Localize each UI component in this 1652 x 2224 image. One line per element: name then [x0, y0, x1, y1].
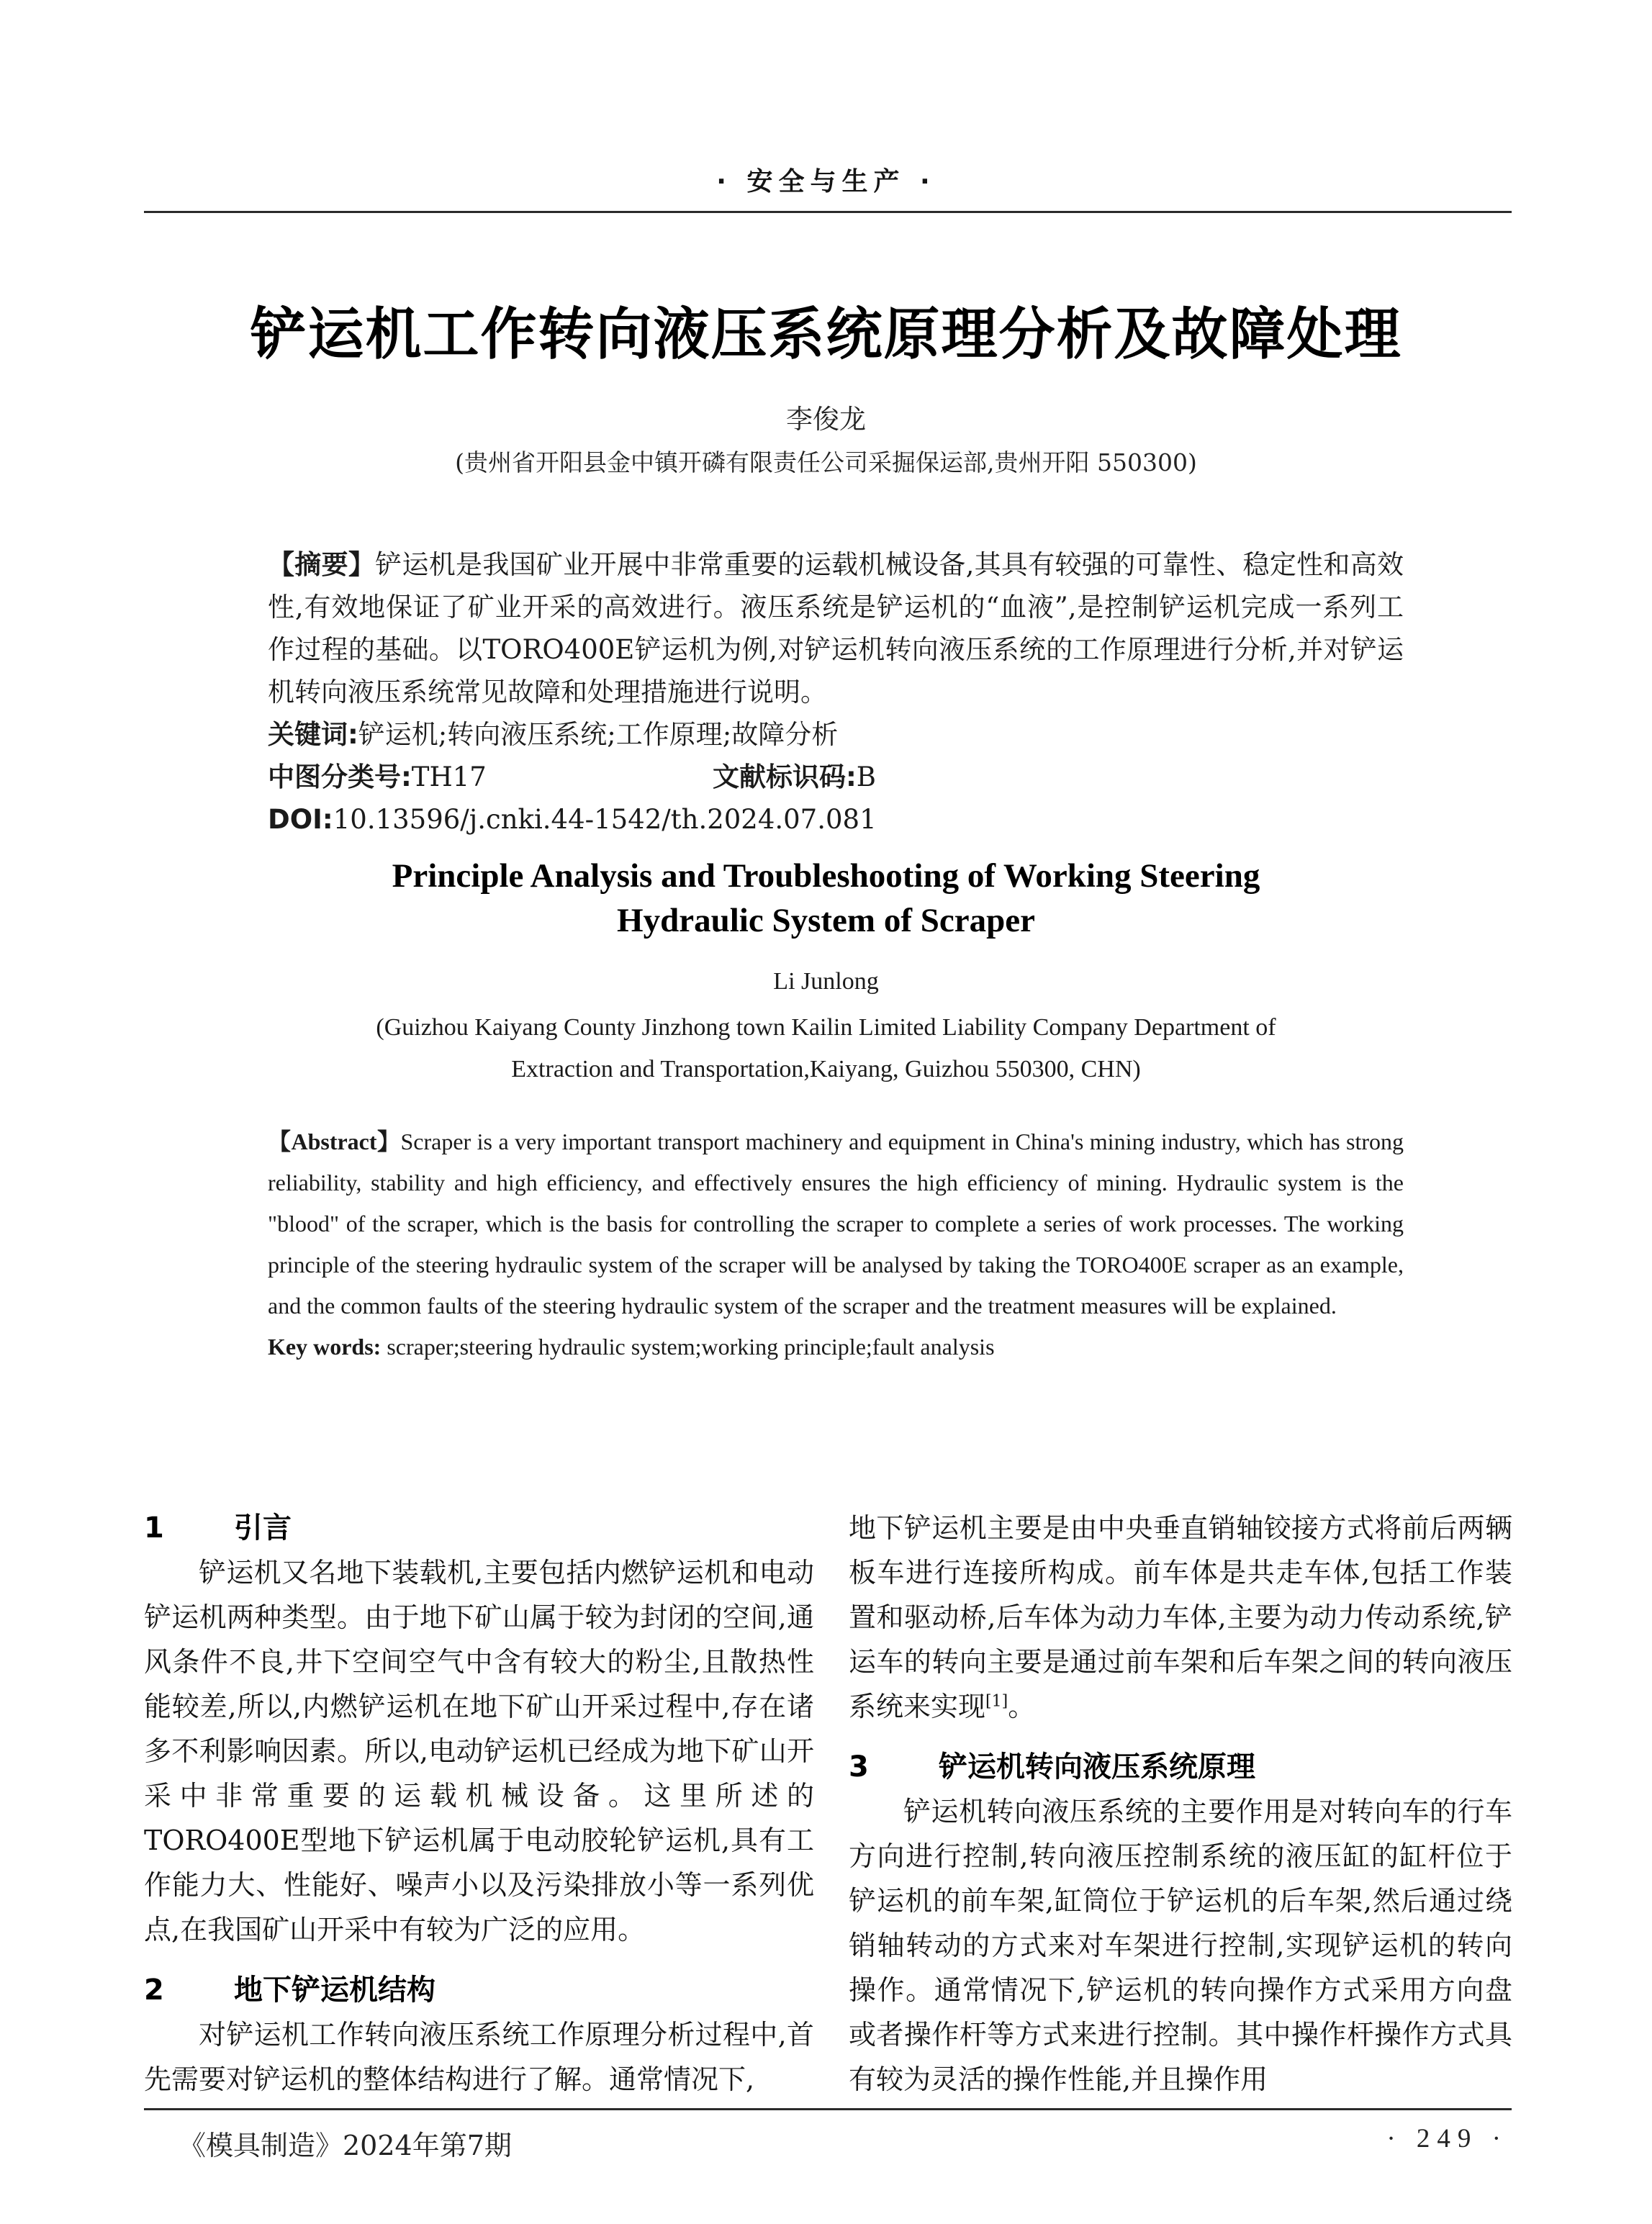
abstract-text-en: Scraper is a very important transport machinery and equipment in China's mining industry, which has strong reliability, stability and high efficiency, and effectively ensures the high efficiency of mining. Hydraulic system is the "blood" of the scraper, which is the basis for controlling the scraper to complete a series of work processes. The working principle of the steering hydraulic system of the scraper will be analysed by taking the TORO400E scraper as an example, and the common faults of the steering hydraulic system of the scraper and the treatment measures will be explained.: [268, 1129, 1404, 1319]
section-2-continuation: [849, 1506, 1512, 1729]
keywords-label-en: Key words:: [268, 1334, 382, 1360]
keywords-text-zh: 铲运机;转向液压系统;工作原理;故障分析: [358, 719, 839, 750]
affiliation-en-line2: Extraction and Transportation,Kaiyang, Guizhou 550300, CHN): [511, 1056, 1141, 1082]
article-title-en-line2: Hydraulic System of Scraper: [617, 902, 1035, 939]
classification-line: [268, 756, 1404, 798]
affiliation-zh: (贵州省开阳县金中镇开磷有限责任公司采掘保运部,贵州开阳 550300): [455, 448, 1197, 476]
section-number-3: 3: [849, 1750, 869, 1784]
abstract-text-zh: 铲运机是我国矿业开展中非常重要的运载机械设备,其具有较强的可靠性、稳定性和高效性,有效地保证了矿业开采的高效进行。液压系统是铲运机的“血液”,是控制铲运机完成一系列工作过程的基础。以TORO400E铲运机为例,对铲运机转向液压系统的工作原理进行分析,并对铲运机转向液压系统常见故障和处理措施进行说明。: [268, 549, 1404, 708]
front-matter-en: [268, 1121, 1404, 1368]
running-head: · 安全与生产 ·: [716, 167, 936, 196]
section-title-1: 引言: [234, 1511, 292, 1545]
keywords-line-en: [268, 1326, 1404, 1368]
doi-value: 10.13596/j.cnki.44-1542/th.2024.07.081: [333, 804, 877, 835]
abstract-en: [268, 1121, 1404, 1326]
article-title-zh: 铲运机工作转向液压系统原理分析及故障处理: [250, 302, 1402, 367]
section-heading-1: [144, 1506, 814, 1550]
section-heading-3: [849, 1745, 1512, 1789]
section-number-1: 1: [144, 1511, 164, 1545]
section-number-2: 2: [144, 1974, 164, 2007]
section-heading-2: [144, 1968, 814, 2012]
author-en: Li Junlong: [773, 968, 879, 995]
abstract-zh: [268, 543, 1404, 713]
article-title-en-line1: Principle Analysis and Troubleshooting of Working Steering: [392, 857, 1260, 895]
column-right: [849, 1506, 1512, 2102]
continuation-text: 地下铲运机主要是由中央垂直销轴铰接方式将前后两辆板车进行连接所构成。前车体是共走车体,包括工作装置和驱动桥,后车体为动力车体,主要为动力传动系统,铲运车的转向主要是通过前车架和后车架之间的转向液压系统来实现: [849, 1512, 1512, 1722]
keywords-line-zh: [268, 713, 1404, 756]
section-2-paragraph: 对铲运机工作转向液压系统工作原理分析过程中,首先需要对铲运机的整体结构进行了解。通常情况下,: [144, 2019, 814, 2095]
author-zh: 李俊龙: [786, 404, 866, 435]
front-matter-zh: [268, 543, 1404, 841]
doc-code-label: 文献标识码:: [713, 761, 857, 792]
abstract-label-en: 【Abstract】: [268, 1129, 401, 1154]
section-1-paragraph: 铲运机又名地下装载机,主要包括内燃铲运机和电动铲运机两种类型。由于地下矿山属于较为封闭的空间,通风条件不良,井下空间空气中含有较大的粉尘,且散热性能较差,所以,内燃铲运机在地下矿山开采过程中,存在诸多不利影响因素。所以,电动铲运机已经成为地下矿山开采中非常重要的运载机械设备。这里所述的TORO400E型地下铲运机属于电动胶轮铲运机,具有工作能力大、性能好、噪声小以及污染排放小等一系列优点,在我国矿山开采中有较为广泛的应用。: [144, 1557, 814, 1945]
section-title-2: 地下铲运机结构: [234, 1974, 435, 2007]
clc-value: TH17: [411, 761, 487, 792]
keywords-text-en: scraper;steering hydraulic system;working principle;fault analysis: [381, 1334, 995, 1360]
doi-label: DOI:: [268, 804, 333, 835]
body-columns: [144, 1506, 1512, 2102]
doc-code-value: B: [856, 761, 876, 792]
continuation-period: 。: [1008, 1691, 1036, 1722]
clc-label: 中图分类号:: [268, 761, 412, 792]
section-3-paragraph: 铲运机转向液压系统的主要作用是对转向车的行车方向进行控制,转向液压控制系统的液压缸的缸杆位于铲运机的前车架,缸筒位于铲运机的后车架,然后通过绕销轴转动的方式来对车架进行控制,实现铲运机的转向操作。通常情况下,铲运机的转向操作方式采用方向盘或者操作杆等方式来进行控制。其中操作杆操作方式具有较为灵活的操作性能,并且操作用: [849, 1796, 1512, 2095]
footer-page-number: · 249 ·: [1386, 2124, 1508, 2153]
affiliation-en-line1: (Guizhou Kaiyang County Jinzhong town Kailin Limited Liability Company Department of: [376, 1014, 1276, 1041]
keywords-label-zh: 关键词:: [268, 719, 358, 750]
abstract-label-zh: 【摘要】: [268, 549, 376, 580]
section-title-3: 铲运机转向液压系统原理: [939, 1750, 1255, 1784]
header-rule: [144, 211, 1512, 213]
column-left: [144, 1506, 814, 2102]
english-header-block: [0, 854, 1652, 1085]
doi-line: [268, 798, 1404, 841]
footer-journal-title: 《模具制造》2024年第7期: [179, 2130, 512, 2161]
reference-marker-1: [1]: [985, 1692, 1008, 1711]
footer: [144, 2123, 1508, 2163]
footer-rule: [144, 2108, 1512, 2110]
